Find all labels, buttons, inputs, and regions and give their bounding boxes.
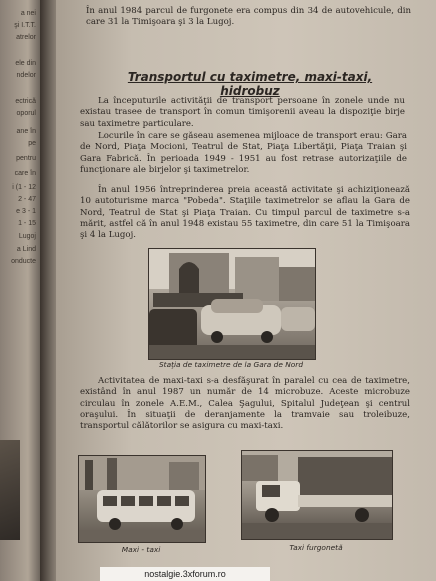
left-page-fragment: ele din [15,60,36,67]
left-page-fragment: ane în [16,128,36,135]
intro-paragraph: În anul 1984 parcul de furgonete era compus din 34 de autovehicule, din care 31 la Timişoara şi 3 la Lugoj. [86,6,411,28]
paragraph-2: Locurile în care se găseau asemenea mijloace de transport erau: Gara de Nord, Piaţa Mocioni, Teatrul de Stat, Piaţa Libertăţii, Piaţa Traian şi Gara Fabrică. În perioada 1949 - 1951 au fost retrase autorizaţiile de funcţionare ale birjelor şi taximetrelor. [80,131,407,175]
left-page-fragment: care în [14,170,36,177]
maxi-taxi-illustration [79,456,205,542]
book-page [56,0,436,581]
left-page-fragment: atrelor [16,34,36,41]
taxi-van-photo [241,450,393,540]
left-page-fragment: ndelor [16,72,36,79]
left-page-fragment: i (1 - 12 [12,184,36,191]
left-page-fragment: Lugoj [18,233,36,240]
left-page-fragment: pe [28,140,36,147]
left-page-fragment: şi I.T.T. [14,22,36,29]
left-page-fragment: pentru [16,155,36,162]
paragraph-3: În anul 1956 întreprinderea preia această activitate şi achiziţionează 10 autoturisme marca "Pobeda". Staţiile taximetrelor se aflau la Gara de Nord, Teatrul de Stat şi Piaţa Traian. Cu timpul parcul de taximetre s-a mărit, astfel că în anul 1948 existau 55 taximetre, din care 51 la Timişoara şi 4 la Lugoj. [80,185,410,241]
left-page-edge [0,0,40,581]
taxi-van-illustration [242,451,392,539]
left-page-fragment: ectrică [15,98,36,105]
left-page-fragment: 1 - 15 [18,220,36,227]
left-page-fragment: onducte [11,258,36,265]
taxi-station-illustration [149,249,315,359]
taxi-station-caption: Staţia de taximetre de la Gara de Nord [158,360,304,369]
left-page-photo [0,440,20,540]
section-title: Transportul cu taximetre, maxi-taxi, hidrobuz [127,70,373,98]
taxi-van-caption: Taxi furgonetă [289,543,343,552]
left-page-fragment: a Lind [16,246,36,253]
taxi-station-photo [148,248,316,360]
maxi-taxi-photo [78,455,206,543]
paragraph-1: La începuturile activităţii de transport persoane în zonele unde nu existau trasee de transport în comun timişorenii aveau la dispoziţie birje sau taximetre particulare. [80,96,405,129]
maxi-taxi-caption: Maxi - taxi [121,545,161,554]
left-page-fragment: oporul [16,110,36,117]
paragraph-4: Activitatea de maxi-taxi s-a desfăşurat în paralel cu cea de taximetre, existând în anul 1987 un număr de 14 microbuze. Aceste microbuze circulau în zonele A.E.M., Calea Şagului, Spitalul Judeţean şi centrul oraşului. În situaţii de deranjamente la tramvaie sau troleibuze, transportul călătorilor se asigura cu maxi-taxi. [80,376,410,432]
left-page-fragment: 2 - 47 [18,196,36,203]
watermark: nostalgie.3xforum.ro [100,567,270,581]
left-page-fragment: a nei [20,10,36,17]
left-page-fragment: e 3 - 1 [16,208,36,215]
